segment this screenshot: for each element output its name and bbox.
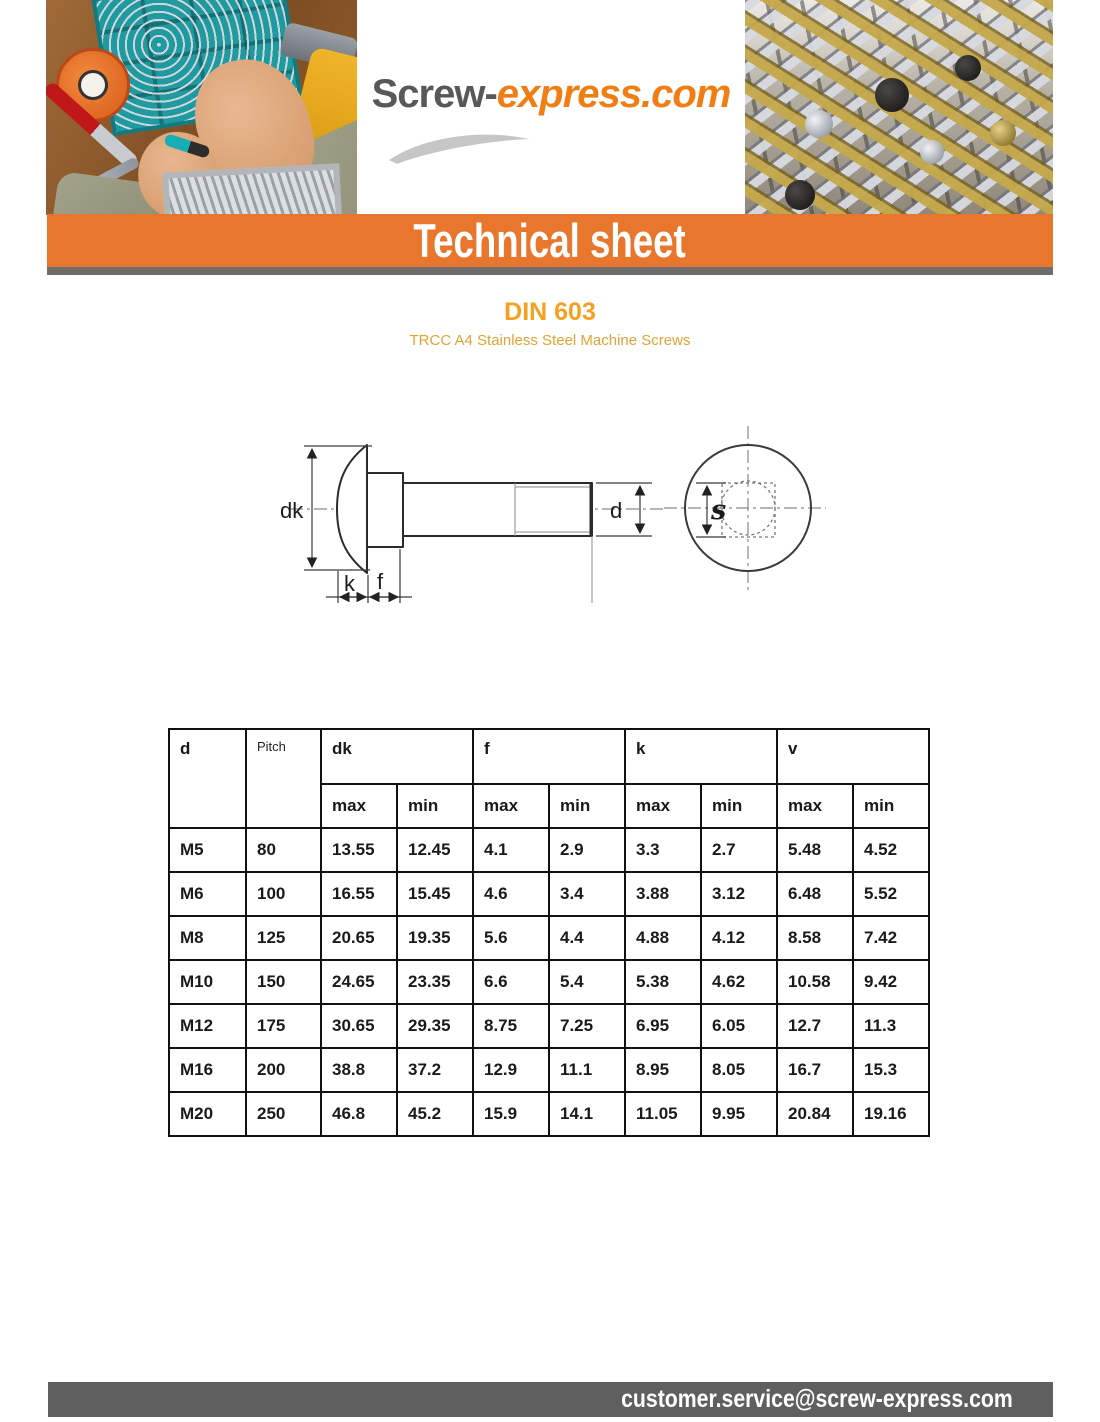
dimensions-table [168,728,930,1137]
cell-dk-min: 29.35 [397,1004,473,1048]
cell-dk-min: 45.2 [397,1092,473,1136]
cell-dk-max: 13.55 [321,828,397,872]
banner-shadow-bar [47,267,1053,275]
table-row [169,828,929,872]
col-header-d: d [169,729,246,828]
cell-f-min: 14.1 [549,1092,625,1136]
cell-pitch: 125 [246,916,321,960]
cell-pitch: 250 [246,1092,321,1136]
table-row [169,872,929,916]
black-screw-head [875,78,909,112]
cell-f-min: 5.4 [549,960,625,1004]
cell-d: M6 [169,872,246,916]
cell-v-min: 11.3 [853,1004,929,1048]
cell-v-max: 16.7 [777,1048,853,1092]
k-label: k [344,571,355,596]
cell-dk-min: 19.35 [397,916,473,960]
screw-tray [162,163,343,215]
col-header-f: f [473,729,625,784]
logo-text [357,72,745,117]
col-header-pitch: Pitch [246,729,321,828]
table-row [169,1048,929,1092]
brass-screw-head [990,120,1016,146]
cell-dk-max: 38.8 [321,1048,397,1092]
cell-k-max: 3.3 [625,828,701,872]
technical-sheet-banner [47,214,1053,267]
cell-d: M8 [169,916,246,960]
logo-swoosh [385,126,535,166]
cell-d: M20 [169,1092,246,1136]
f-label: f [377,569,384,594]
black-screw-head [955,55,981,81]
table-row [169,1004,929,1048]
cell-f-min: 4.4 [549,916,625,960]
cell-dk-min: 15.45 [397,872,473,916]
subheader-dk-min: min [397,784,473,828]
cell-pitch: 175 [246,1004,321,1048]
cell-v-min: 19.16 [853,1092,929,1136]
dk-label: dk [280,498,304,523]
banner-title: Technical sheet [413,214,687,267]
cell-f-max: 15.9 [473,1092,549,1136]
cell-k-min: 4.12 [701,916,777,960]
cell-k-max: 11.05 [625,1092,701,1136]
cell-k-max: 4.88 [625,916,701,960]
cell-f-min: 2.9 [549,828,625,872]
subheader-v-min: min [853,784,929,828]
cell-k-min: 8.05 [701,1048,777,1092]
logo-text-screw: Screw- [371,72,497,116]
cell-dk-max: 16.55 [321,872,397,916]
cell-dk-max: 20.65 [321,916,397,960]
subheader-f-max: max [473,784,549,828]
subheader-f-min: min [549,784,625,828]
cell-d: M10 [169,960,246,1004]
logo [357,0,745,215]
cell-f-min: 11.1 [549,1048,625,1092]
workbench-photo [46,0,357,215]
standard-subtitle: TRCC A4 Stainless Steel Machine Screws [409,332,691,349]
cell-v-max: 10.58 [777,960,853,1004]
cell-pitch: 150 [246,960,321,1004]
cell-f-min: 3.4 [549,872,625,916]
cell-k-min: 3.12 [701,872,777,916]
cell-v-min: 15.3 [853,1048,929,1092]
cell-k-max: 8.95 [625,1048,701,1092]
cell-v-max: 20.84 [777,1092,853,1136]
cell-dk-max: 24.65 [321,960,397,1004]
col-header-v: v [777,729,929,784]
cell-d: M12 [169,1004,246,1048]
table-header-row [169,729,929,784]
d-label: d [610,498,623,523]
col-header-k: k [625,729,777,784]
cell-pitch: 200 [246,1048,321,1092]
cell-f-max: 4.6 [473,872,549,916]
tape-measure-core [78,70,108,100]
cell-dk-max: 30.65 [321,1004,397,1048]
table-row [169,916,929,960]
s-label: s [711,495,727,526]
cell-k-min: 6.05 [701,1004,777,1048]
cell-v-min: 4.52 [853,828,929,872]
subheader-k-max: max [625,784,701,828]
cell-k-max: 6.95 [625,1004,701,1048]
bolt-side-view-diagram [260,425,680,625]
cell-v-max: 5.48 [777,828,853,872]
cell-v-max: 6.48 [777,872,853,916]
cell-f-max: 6.6 [473,960,549,1004]
silver-screw-head [805,110,833,138]
footer-bar [48,1382,1053,1417]
cell-k-max: 3.88 [625,872,701,916]
contact-email: customer.service@screw-express.com [621,1385,1013,1413]
cell-d: M5 [169,828,246,872]
cell-f-max: 4.1 [473,828,549,872]
cell-pitch: 100 [246,872,321,916]
table-row [169,960,929,1004]
cell-f-min: 7.25 [549,1004,625,1048]
subheader-dk-max: max [321,784,397,828]
table-row [169,1092,929,1136]
cell-v-min: 9.42 [853,960,929,1004]
logo-text-express: express.com [496,72,731,116]
subheader-k-min: min [701,784,777,828]
cell-f-max: 8.75 [473,1004,549,1048]
cell-f-max: 12.9 [473,1048,549,1092]
black-screw-head [785,180,815,210]
bolt-top-view-diagram [660,420,860,620]
cell-k-min: 4.62 [701,960,777,1004]
cell-d: M16 [169,1048,246,1092]
cell-k-min: 9.95 [701,1092,777,1136]
cell-pitch: 80 [246,828,321,872]
cell-v-max: 8.58 [777,916,853,960]
cell-k-max: 5.38 [625,960,701,1004]
col-header-dk: dk [321,729,473,784]
cell-dk-max: 46.8 [321,1092,397,1136]
silver-screw-head [920,140,944,164]
cell-v-min: 5.52 [853,872,929,916]
cell-v-max: 12.7 [777,1004,853,1048]
cell-dk-min: 37.2 [397,1048,473,1092]
cell-dk-min: 23.35 [397,960,473,1004]
cell-v-min: 7.42 [853,916,929,960]
subheader-v-max: max [777,784,853,828]
cell-dk-min: 12.45 [397,828,473,872]
standard-title: DIN 603 [504,298,596,326]
cell-k-min: 2.7 [701,828,777,872]
screw-pile-photo [745,0,1053,215]
cell-f-max: 5.6 [473,916,549,960]
